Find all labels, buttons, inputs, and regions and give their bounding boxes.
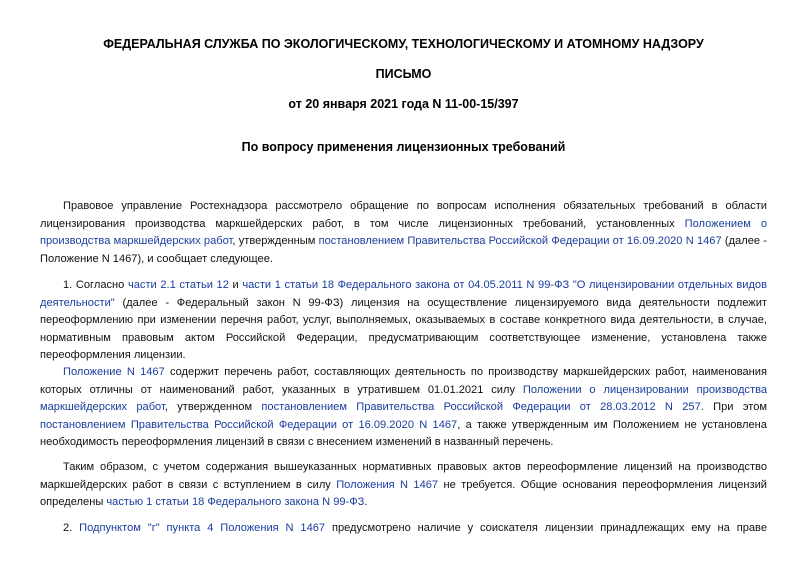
text-line (40, 477, 767, 495)
text-line (40, 330, 767, 348)
text: лицензирования производства маркшейдерских работ, в том числе лицензионных требований, установленных (40, 217, 685, 230)
text: Таким образом, с учетом содержания вышеуказанных нормативных правовых актов переоформление лицензий на производство (63, 461, 767, 473)
text: не требуется. Общие основания переоформления лицензий (438, 478, 767, 491)
text-line (40, 295, 767, 313)
text: нормативным правовым актом Российской Федерации, предусматривающим соответствующее изменение, установлена также (40, 331, 767, 344)
text: 2. (63, 522, 80, 534)
text: . (364, 496, 368, 508)
text: , утвержденном (164, 401, 262, 413)
text-line (40, 251, 767, 269)
document-date-number: от 20 января 2021 года N 11-00-15/397 (288, 97, 519, 111)
text-line (40, 417, 767, 435)
link-position-1467[interactable]: Положение N 1467 (63, 366, 165, 378)
paragraph-4 (40, 459, 767, 512)
text: 1. Согласно (63, 279, 128, 291)
link-federal-law-99fz[interactable]: части 1 статьи 18 Федерального закона от 04.05.2011 N 99-ФЗ "О лицензировании отдельных видов (242, 279, 767, 291)
text-line (40, 216, 767, 234)
link-federal-law-99fz-cont[interactable]: деятельности" (40, 296, 115, 309)
document-type: ПИСЬМО (375, 67, 432, 81)
link-part-2-1-article-12[interactable]: части 2.1 статьи 12 (127, 279, 229, 291)
text-line (40, 434, 767, 452)
paragraph-3 (40, 364, 767, 452)
link-position-licensing-cont[interactable]: производства маркшейдерских работ (40, 235, 233, 247)
paragraph-5 (40, 520, 767, 538)
link-subparagraph-g-point-4[interactable]: Подпунктом "г" пункта 4 Положения N 1467 (79, 522, 326, 534)
text-line (40, 277, 767, 295)
text: , а также утвержденным им Положением не установлена (457, 418, 767, 431)
text-line (40, 382, 767, 400)
text: переоформлению при изменении перечня работ, услуг, выполняемых, оказываемых в составе конкретного вида деятельности, в случае, (40, 314, 767, 326)
link-government-decree-1467[interactable]: постановлением Правительства Российской Федерации от 16.09.2020 N 1467 (318, 235, 722, 247)
text: . При этом (700, 401, 767, 413)
text: (далее - Федеральный закон N 99-ФЗ) лицензия на осуществление лицензируемого вида деятельности подлежит (114, 296, 767, 309)
text: необходимость переоформления лицензий в связи с внесением изменений в названный перечень. (40, 436, 554, 448)
link-position-licensing[interactable]: Положением о (684, 217, 767, 230)
text: , утвержденным (232, 235, 319, 247)
document-subject: По вопросу применения лицензионных требований (241, 140, 566, 154)
text: которых отличны от наименований работ, указанных в утратившем 01.01.2021 силу (40, 383, 523, 396)
link-position-licensing-old-cont[interactable]: маркшейдерских работ (40, 401, 165, 413)
agency-title: ФЕДЕРАЛЬНАЯ СЛУЖБА ПО ЭКОЛОГИЧЕСКОМУ, ТЕХНОЛОГИЧЕСКОМУ И АТОМНОМУ НАДЗОРУ (103, 37, 704, 51)
link-position-1467-2[interactable]: Положения N 1467 (336, 478, 439, 491)
text-line (40, 494, 767, 512)
text-line (40, 198, 767, 216)
text: определены (40, 496, 107, 508)
text-line (40, 520, 767, 538)
link-part-1-article-18[interactable]: частью 1 статьи 18 Федерального закона N 99-ФЗ (106, 496, 365, 508)
link-position-licensing-old[interactable]: Положении о лицензировании производства (522, 383, 767, 396)
paragraph-1 (40, 198, 767, 268)
link-government-decree-257[interactable]: постановлением Правительства Российской Федерации от 28.03.2012 N 257 (261, 401, 701, 413)
text: Правовое управление Ростехнадзора рассмотрело обращение по вопросам исполнения обязательных требований в области (63, 200, 767, 212)
text: переоформления лицензии. (40, 349, 186, 361)
link-government-decree-1467-2[interactable]: постановлением Правительства Российской Федерации от 16.09.2020 N 1467 (40, 418, 458, 431)
text-line (40, 233, 767, 251)
text-line (40, 399, 767, 417)
text: маркшейдерских работ в связи с вступлением в силу (40, 478, 337, 491)
text: Положение N 1467), и сообщает следующее. (40, 252, 273, 265)
paragraph-2 (40, 277, 767, 365)
text-line (40, 459, 767, 477)
text: содержит перечень работ, составляющих деятельность по производству маркшейдерских работ, наименования (164, 366, 767, 378)
text-line (40, 364, 767, 382)
text: (далее - (721, 235, 767, 247)
text-line (40, 347, 767, 365)
text: и (228, 279, 243, 291)
text-line (40, 312, 767, 330)
text: предусмотрено наличие у соискателя лицензии принадлежащих ему на праве (331, 522, 767, 534)
